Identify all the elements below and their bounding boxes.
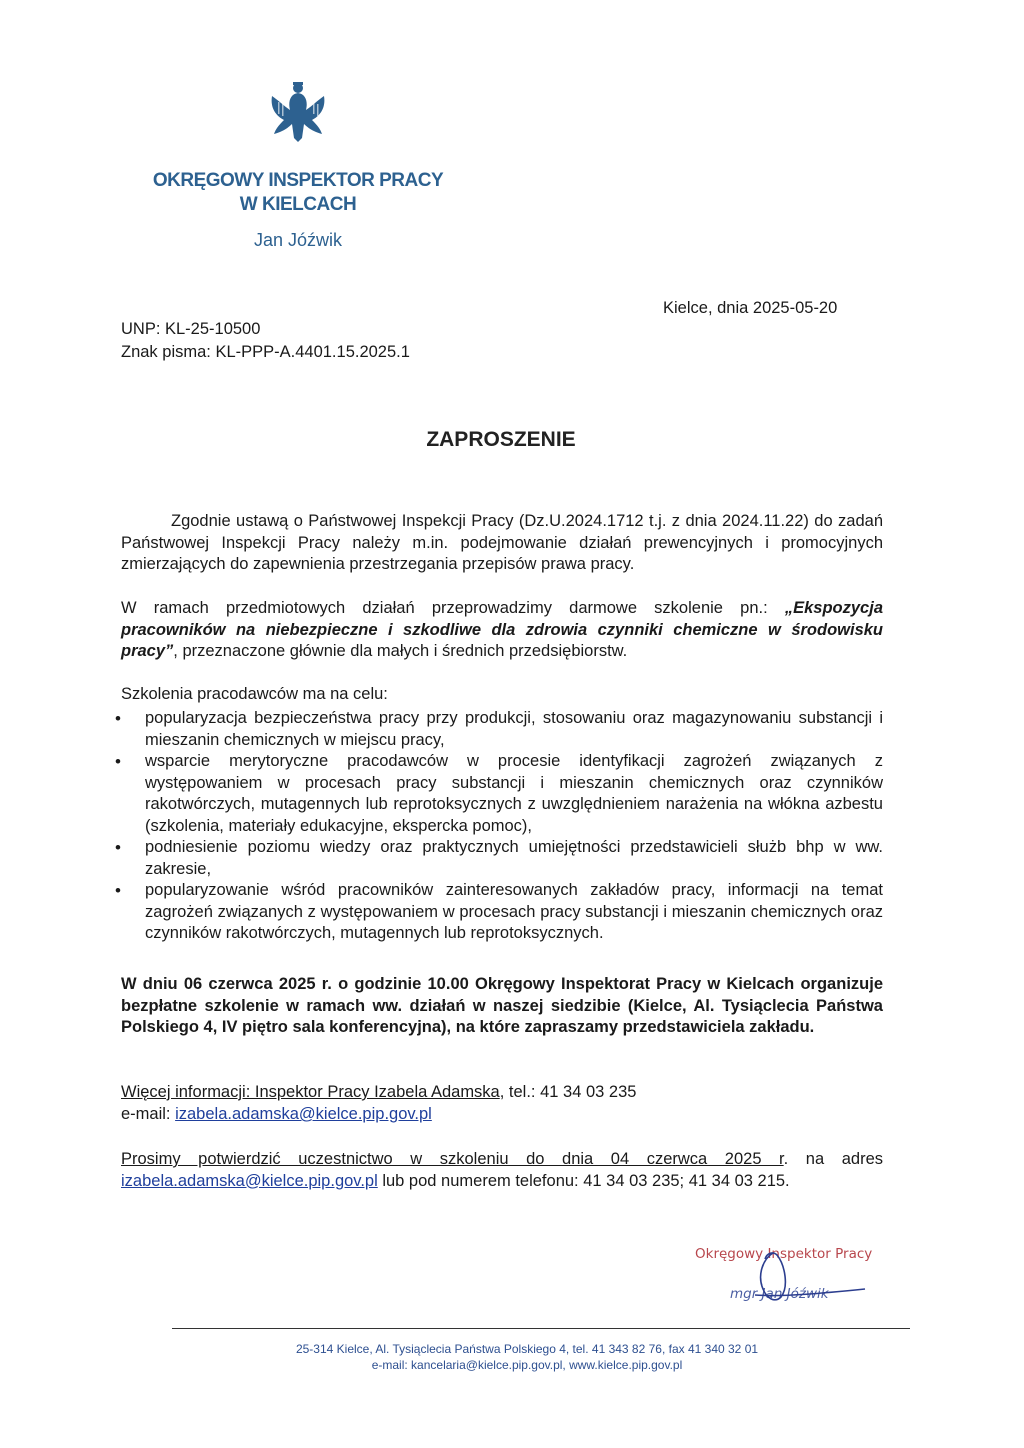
confirm-email-link[interactable]: izabela.adamska@kielce.pip.gov.pl (121, 1171, 378, 1190)
intro-paragraph: Zgodnie ustawą o Państwowej Inspekcji Pracy (Dz.U.2024.1712 t.j. z dnia 2024.11.22) do zadań Państwowej Inspekcji Pracy należy m.in. podejmowanie działań prewencyjnych i promocyjnych zmierzających do zapewnienia przestrzegania przepisów prawa pracy. (121, 512, 883, 573)
footer-address: 25-314 Kielce, Al. Tysiąclecia Państwa Polskiego 4, tel. 41 343 82 76, fax 41 340 32 01 (295, 1342, 759, 1356)
course-paragraph (121, 598, 883, 663)
confirm-deadline: Prosimy potwierdzić uczestnictwo w szkoleniu do dnia 04 czerwca 2025 r (121, 1150, 784, 1168)
goal-item: • popularyzowanie wśród pracowników zainteresowanych zakładów pracy, informacji na temat zagrożeń związanych z występowaniem w procesach pracy substancji i mieszanin chemicznych oraz czynników rakotwórczych, mutagennych lub reprotoksycznych. (121, 880, 883, 945)
contact-email-line (121, 1104, 883, 1126)
course-title: „Ekspozycja pracowników na niebezpieczne i szkodliwe dla zdrowia czynniki chemiczne w środowisku pracy” (121, 599, 883, 660)
handwritten-signature (715, 1245, 875, 1315)
contact-email-link[interactable]: izabela.adamska@kielce.pip.gov.pl (175, 1105, 432, 1123)
footer-contact: e-mail: kancelaria@kielce.pip.gov.pl, www.kielce.pip.gov.pl (371, 1358, 683, 1372)
goal-item: • wsparcie merytoryczne pracodawców w procesie identyfikacji zagrożeń związanych z występowaniem w procesach pracy substancji i mieszanin chemicznych oraz czynników rakotwórczych, mutagennych lub reprotoksycznych z uwzględnieniem narażenia na włókna azbestu (szkolenia, materiały edukacyjne, ekspercka pomoc), (121, 751, 883, 837)
contact-line (121, 1082, 883, 1104)
confirm-address-text: . na adres (783, 1150, 883, 1168)
goal-item: • popularyzacja bezpieczeństwa pracy przy produkcji, stosowaniu oraz magazynowaniu substancji i mieszanin chemicznych w miejscu pracy, (121, 708, 883, 751)
stamp-name: mgr Jan Jóźwik (730, 1286, 829, 1302)
institution-name: OKRĘGOWY INSPEKTOR PRACY (152, 170, 444, 191)
inspector-name: Jan Jóźwik (253, 230, 343, 250)
contact-info-label: Więcej informacji: Inspektor Pracy Izabela Adamska (121, 1083, 500, 1101)
institution-city: W KIELCACH (239, 194, 357, 215)
reference-number: Znak pisma: KL-PPP-A.4401.15.2025.1 (121, 343, 410, 361)
goal-item: • podniesienie poziomu wiedzy oraz praktycznych umiejętności przedstawicieli służb bhp w ww. zakresie, (121, 837, 883, 880)
eagle-emblem-icon (268, 80, 328, 144)
unp-number: UNP: KL-25-10500 (121, 320, 261, 338)
stamp-title: Okręgowy Inspektor Pracy (695, 1246, 873, 1262)
footer-divider (172, 1328, 910, 1329)
course-intro-text: W ramach przedmiotowych działań przeprowadzimy darmowe szkolenie pn.: (121, 599, 785, 617)
confirm-phone-text: lub pod numerem telefonu: 41 34 03 235; 41 34 03 215. (377, 1171, 790, 1190)
goals-lead: Szkolenia pracodawców ma na celu: (121, 685, 388, 703)
document-title: ZAPROSZENIE (426, 428, 576, 451)
place-date: Kielce, dnia 2025-05-20 (663, 299, 838, 317)
email-label: e-mail: (121, 1105, 176, 1123)
goals-list (121, 708, 883, 945)
contact-phone: , tel.: 41 34 03 235 (499, 1083, 637, 1101)
course-audience-text: , przeznaczone głównie dla małych i średnich przedsiębiorstw. (173, 642, 628, 660)
announcement-paragraph: W dniu 06 czerwca 2025 r. o godzinie 10.00 Okręgowy Inspektorat Pracy w Kielcach organizuje bezpłatne szkolenie w ramach ww. działań w naszej siedzibie (Kielce, Al. Tysiąclecia Państwa Polskiego 4, IV piętro sala konferencyjna), na które zapraszamy przedstawiciela zakładu. (121, 975, 883, 1036)
confirm-paragraph (121, 1149, 883, 1192)
